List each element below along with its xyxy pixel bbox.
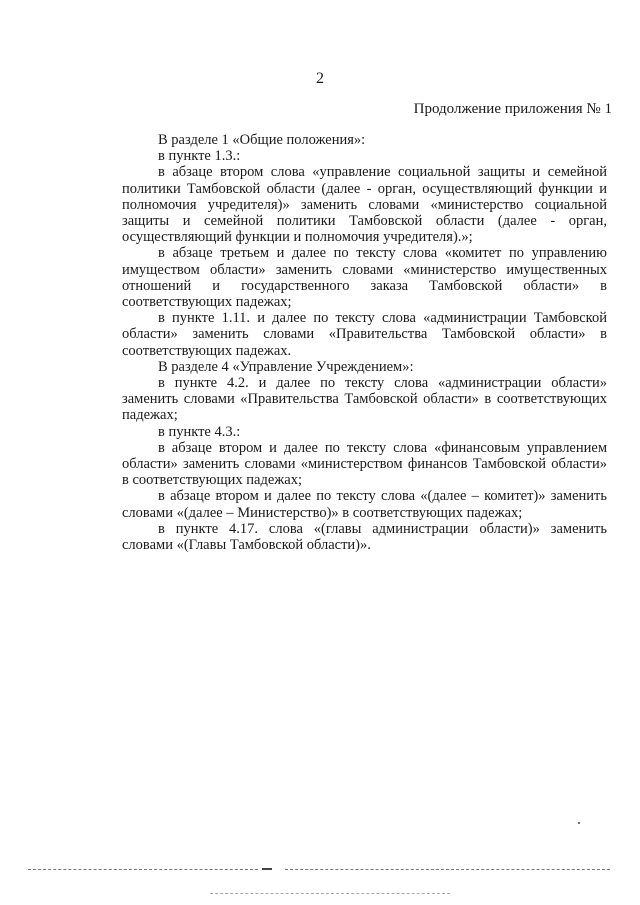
page-number: 2 [316, 70, 324, 87]
footer-scan-line [210, 893, 450, 894]
paragraph-item-1-3-abzac-2: в абзаце втором слова «управление социальной защиты и семейной политики Тамбовской области (далее - орган, осуществляющий функции и полномочия учредителя)» заменить словами «министерство социальной защиты и семейной политики Тамбовской области (далее - орган, осуществляющий функции и полномочия учредителя).»; [122, 164, 607, 246]
footer-scan-line [28, 869, 258, 870]
paragraph-item-4-3: в пункте 4.3.: [158, 423, 241, 440]
footer-scan-mark [262, 868, 272, 870]
paragraph-item-4-3-abzac-2-committee: в абзаце втором и далее по тексту слова «(далее – комитет)» заменить словами «(далее – Министерство)» в соответствующих падежах; [122, 488, 607, 521]
paragraph-item-4-2: в пункте 4.2. и далее по тексту слова «администрации области» заменить словами «Правительства Тамбовской области» в соответствующих падежах; [122, 375, 607, 424]
paragraph-item-1-11: в пункте 1.11. и далее по тексту слова «администрации Тамбовской области» заменить словами «Правительства Тамбовской области» в соответствующих падежах. [122, 310, 607, 359]
paragraph-item-1-3: в пункте 1.3.: [158, 148, 241, 165]
paragraph-item-1-3-abzac-3: в абзаце третьем и далее по тексту слова «комитет по управлению имуществом области» заменить словами «министерство имущественных отношений и государственного заказа Тамбовской области» в соответствующих падежах; [122, 245, 607, 311]
paragraph-item-4-3-abzac-2-finance: в абзаце втором и далее по тексту слова «финансовым управлением области» заменить словами «министерством финансов Тамбовской области» в соответствующих падежах; [122, 439, 607, 489]
paragraph-section-1: В разделе 1 «Общие положения»: [158, 132, 366, 148]
paragraph-item-4-17: в пункте 4.17. слова «(главы администрации области)» заменить словами «(Главы Тамбовской области)». [122, 520, 607, 554]
document-body [122, 132, 607, 553]
paragraph-section-4: В разделе 4 «Управление Учреждением»: [158, 358, 414, 375]
footer-scan-line [285, 869, 610, 870]
scan-speck [578, 822, 580, 824]
appendix-continuation-heading: Продолжение приложения № 1 [413, 101, 612, 117]
